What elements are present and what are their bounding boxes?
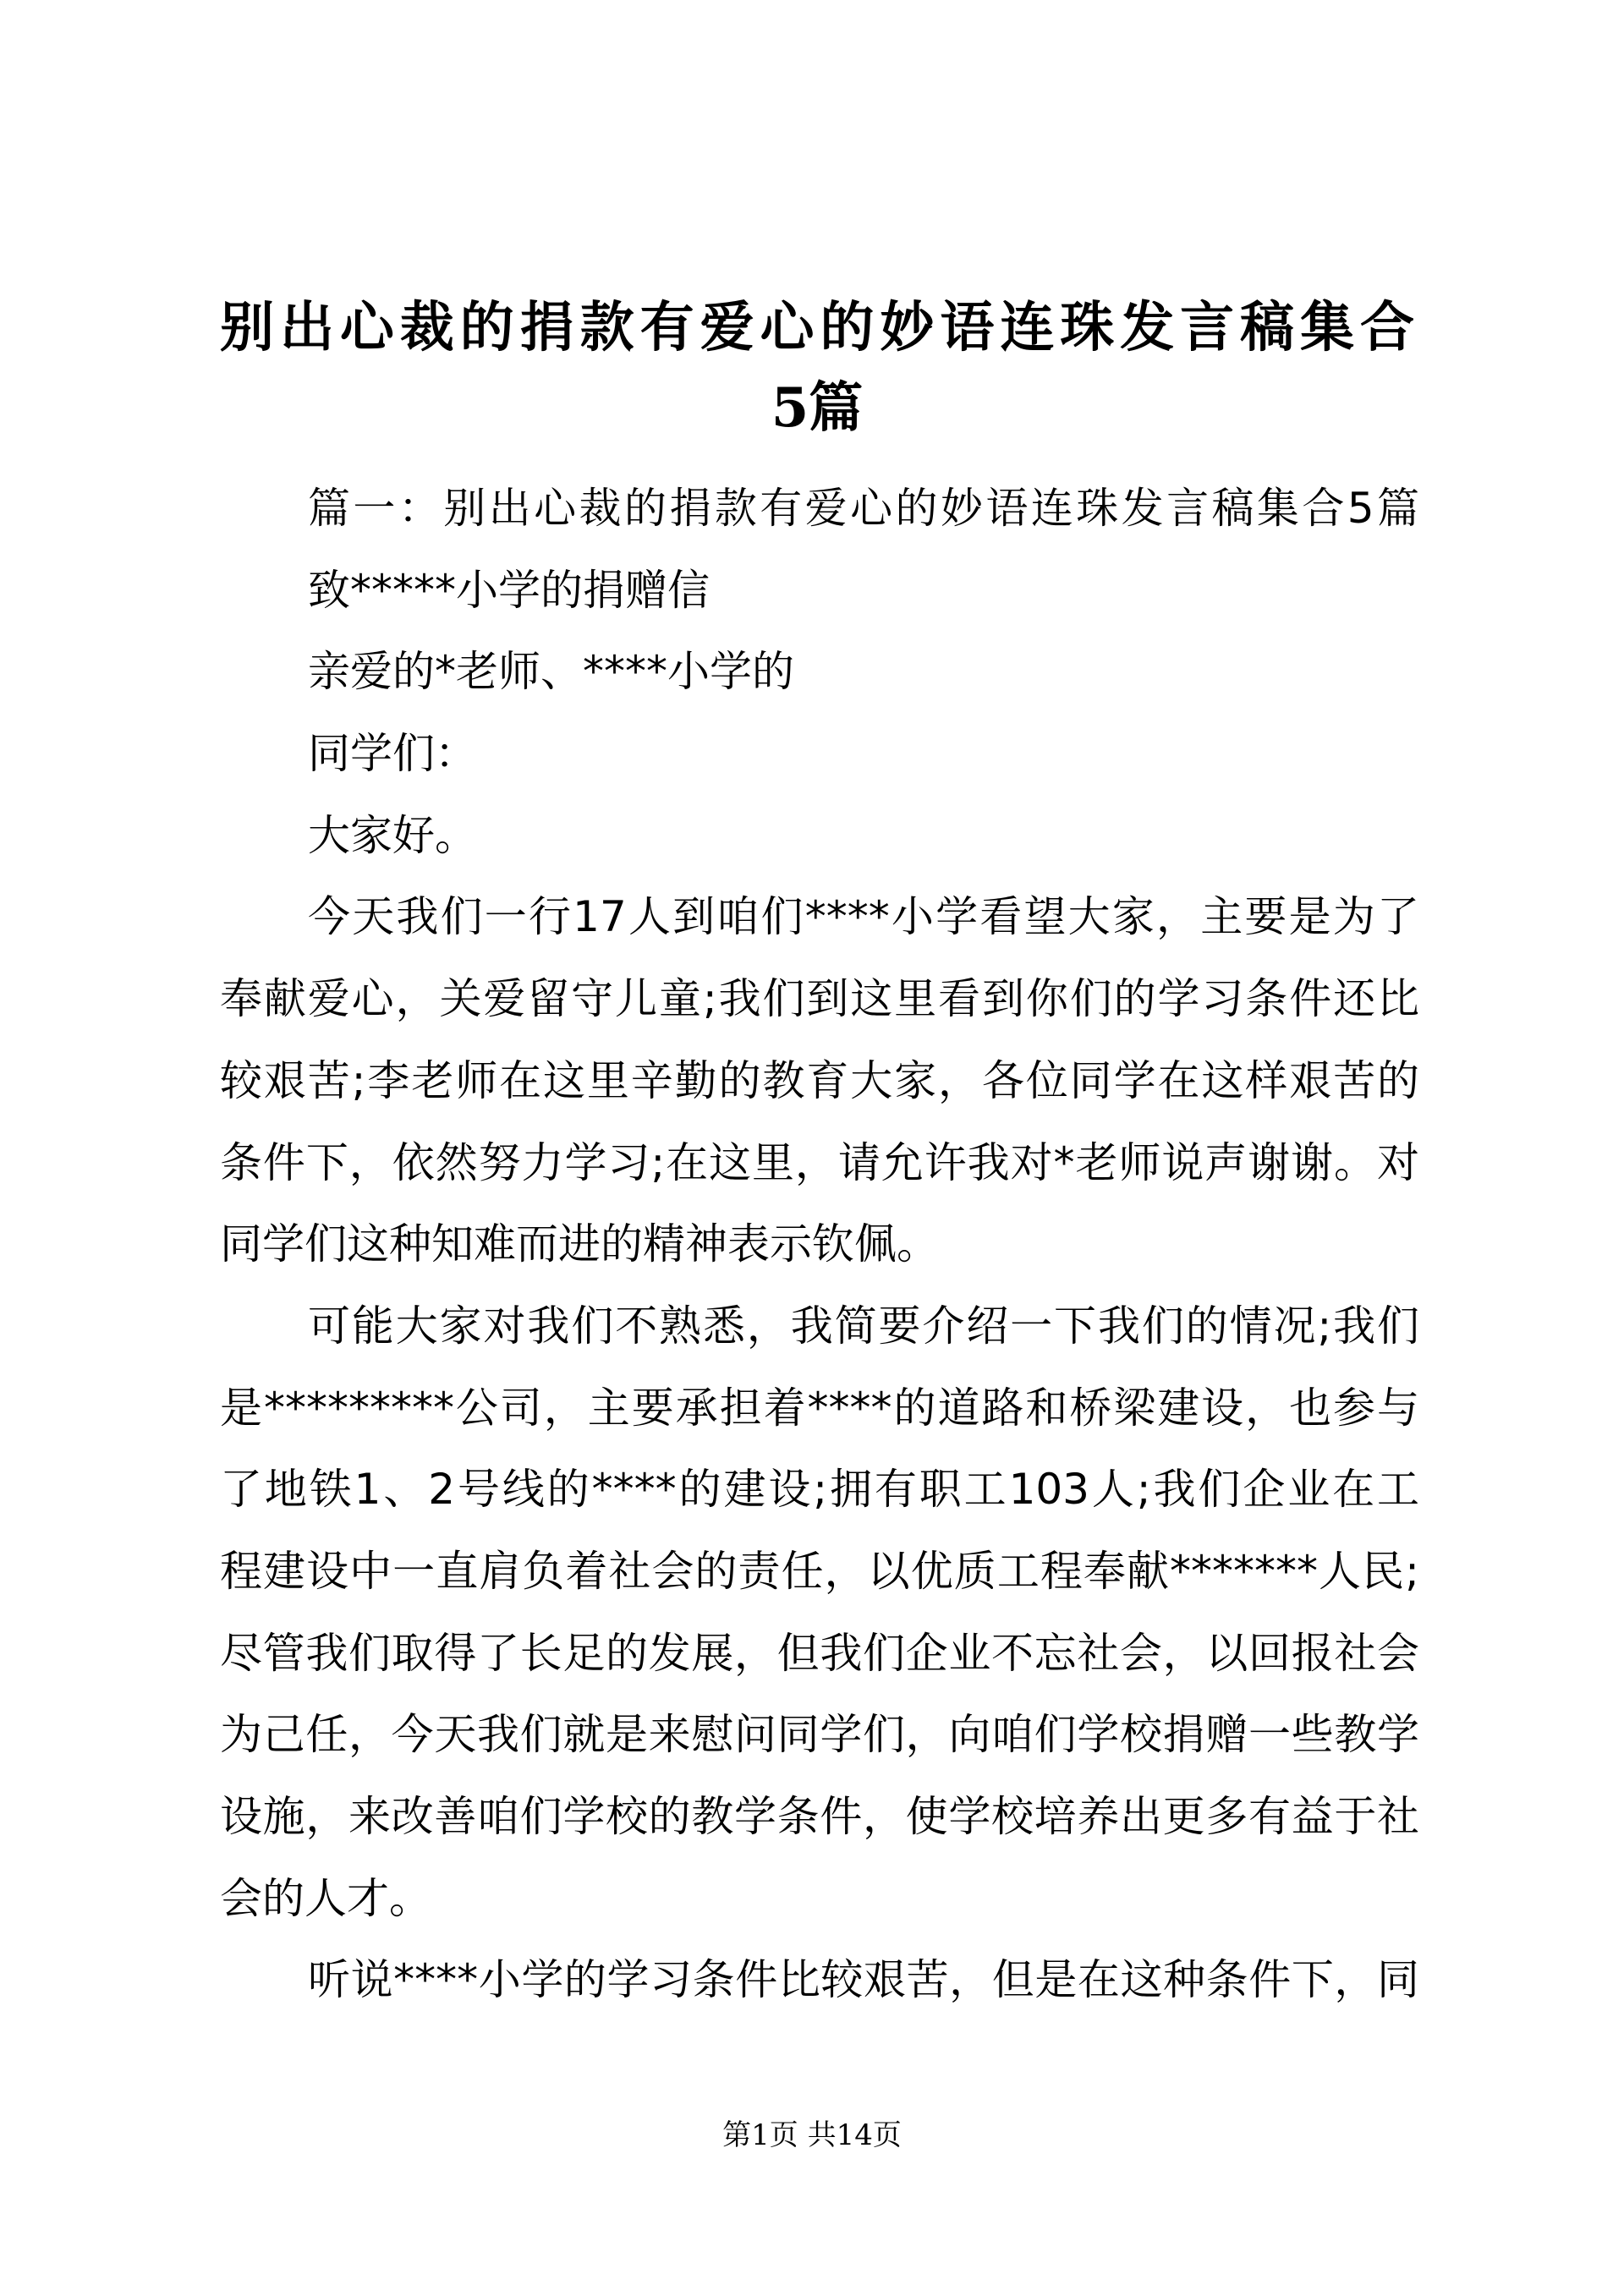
document-body <box>220 468 1419 2021</box>
paragraph-line: 为​己​任​，​今​天​我​们​就​是​来​慰​问​同​学​们​，​向​咱​们​学​校​捐​赠​一​些​教​学 <box>220 1710 1419 1760</box>
paragraph-line: 较​艰​苦​;​李​老​师​在​这​里​辛​勤​的​教​育​大​家​，​各​位​同​学​在​这​样​艰​苦​的 <box>220 1055 1419 1105</box>
title-line-1: 别​出​心​裁​的​捐​款​有​爱​心​的​妙​语​连​珠​发​言​稿​集​合 <box>220 296 1414 359</box>
salutation-line-2: 同学们： <box>308 729 477 779</box>
paragraph-line: 条​件​下​，​依​然​努​力​学​习​;​在​这​里​，​请​允​许​我​对​*​老​师​说​声​谢​谢​。​对 <box>220 1137 1419 1187</box>
paragraph-line: 设​施​，​来​改​善​咱​们​学​校​的​教​学​条​件​，​使​学​校​培​养​出​更​多​有​益​于​社 <box>220 1792 1419 1841</box>
paragraph-line: 可​能​大​家​对​我​们​不​熟​悉​，​我​简​要​介​绍​一​下​我​们​的​情​况​;​我​们 <box>308 1301 1419 1351</box>
greeting: 大家好。 <box>308 810 477 860</box>
paragraph-line: 尽​管​我​们​取​得​了​长​足​的​发​展​，​但​我​们​企​业​不​忘​社​会​，​以​回​报​社​会 <box>220 1628 1419 1678</box>
paragraph-line: 奉​献​爱​心​，​关​爱​留​守​儿​童​;​我​们​到​这​里​看​到​你​们​的​学​习​条​件​还​比 <box>220 974 1419 1024</box>
paragraph-line: 了​地​铁​1​、​2​号​线​的​*​*​*​*​的​建​设​;​拥​有​职​工​1​0​3​人​;​我​们​企​业​在​工 <box>220 1465 1419 1515</box>
paragraph-line: 同学们这种知难而进的精神表示钦佩。 <box>220 1219 939 1269</box>
paragraph-line: 程​建​设​中​一​直​肩​负​着​社​会​的​责​任​，​以​优​质​工​程​奉​献​*​*​*​*​*​*​*​人​民​; <box>220 1546 1419 1596</box>
document-title <box>220 288 1414 448</box>
paragraph-line: 今​天​我​们​一​行​1​7​人​到​咱​们​*​*​*​*​小​学​看​望​大​家​，​主​要​是​为​了 <box>308 892 1419 942</box>
paragraph-line: 听​说​*​*​*​*​小​学​的​学​习​条​件​比​较​艰​苦​，​但​是​在​这​种​条​件​下​，​同 <box>308 1955 1419 2005</box>
letter-heading: 致*****小学的捐赠信 <box>308 565 710 615</box>
salutation-line-1: 亲爱的*老师、****小学的 <box>308 647 794 697</box>
section-heading: 篇​一​：​别​出​心​裁​的​捐​款​有​爱​心​的​妙​语​连​珠​发​言​稿​集​合​5​篇 <box>308 484 1419 533</box>
page-footer: 第1页 共14页 <box>722 2118 902 2152</box>
paragraph-line: 会的人才。 <box>220 1873 431 1923</box>
paragraph-line: 是​*​*​*​*​*​*​*​*​*​公​司​，​主​要​承​担​着​*​*​*​*​的​道​路​和​桥​梁​建​设​，​也​参​与 <box>220 1383 1419 1433</box>
title-line-2: 5篇 <box>771 376 864 440</box>
